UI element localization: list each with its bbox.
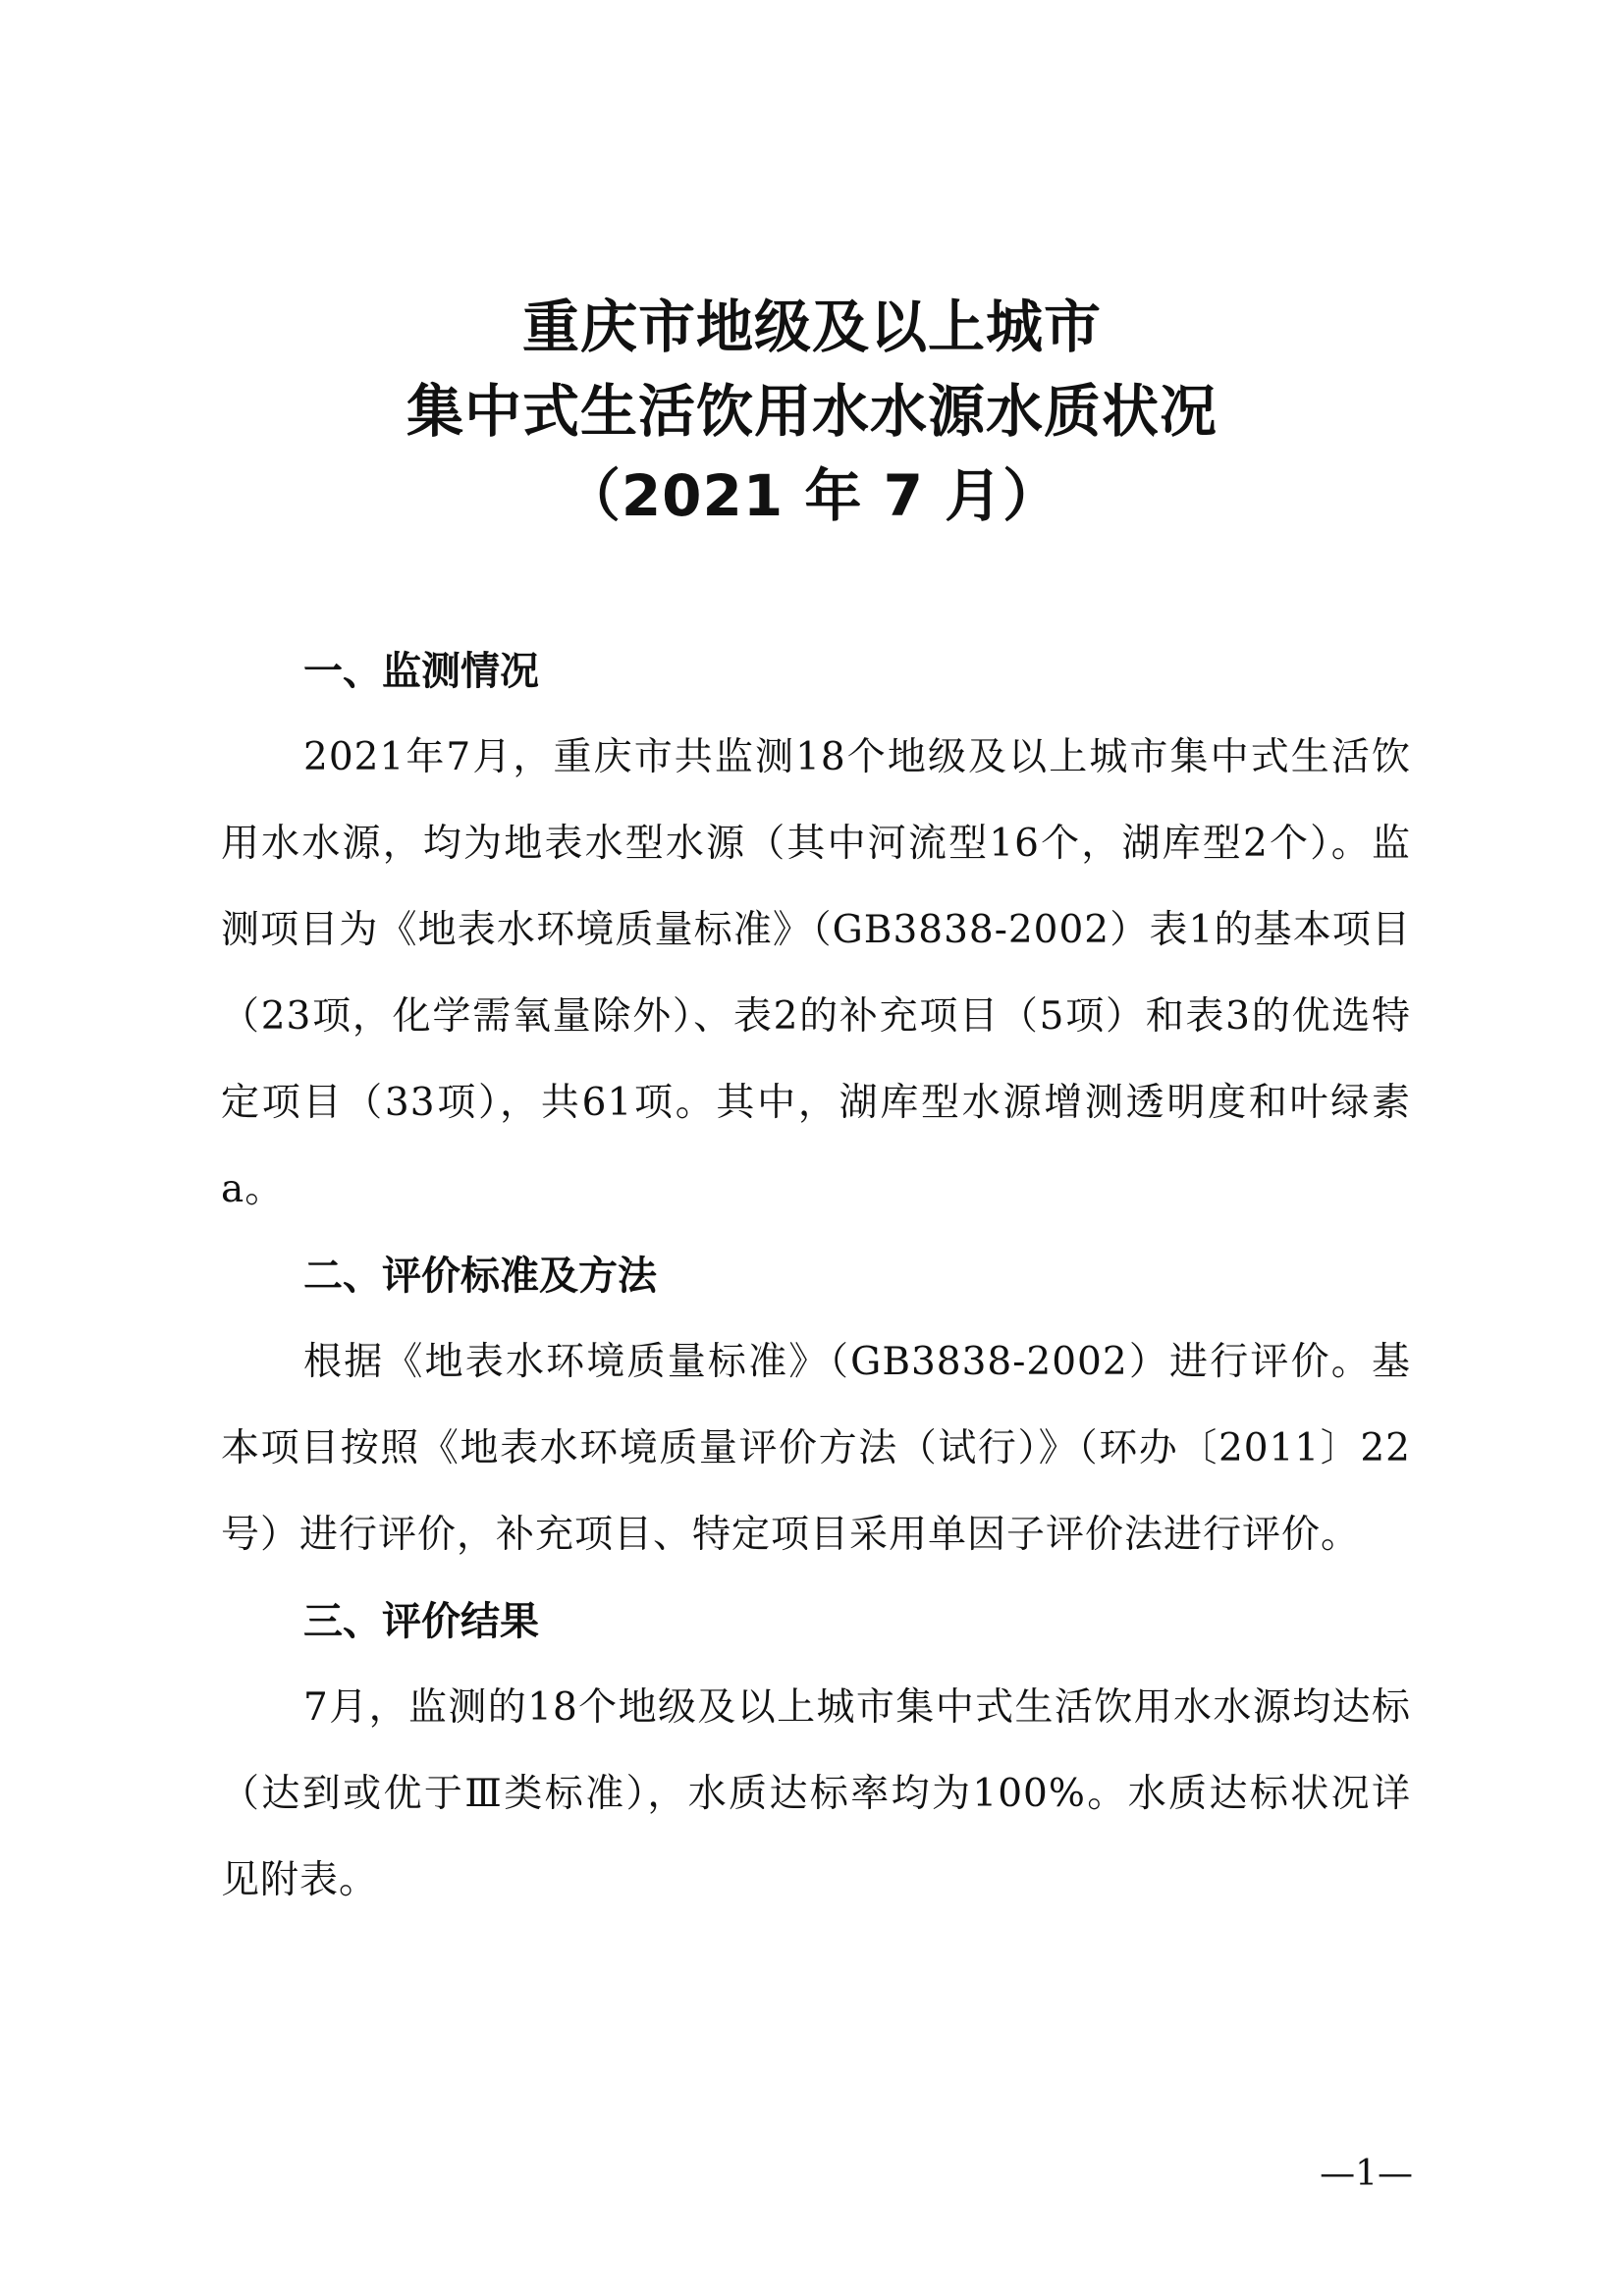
section-heading-monitoring: 一、监测情况	[303, 649, 539, 694]
title-line-1: 重庆市地级及以上城市	[521, 294, 1102, 360]
section-paragraph-standards: 根据《地表水环境质量标准》（GB3838-2002）进行评价。基本项目按照《地表水环境质量评价方法（试行）》（环办〔2011〕22号）进行评价，补充项目、特定项目采用单因子评价法进行评价。	[221, 1340, 1411, 1557]
page-number: —1—	[1320, 2154, 1413, 2194]
document-title	[0, 285, 1624, 538]
section-heading-results: 三、评价结果	[303, 1599, 539, 1644]
document-body	[221, 628, 1411, 1924]
title-line-3: （2021 年 7 月）	[563, 462, 1061, 529]
section-heading-standards: 二、评价标准及方法	[303, 1254, 657, 1299]
section-paragraph-results: 7月，监测的18个地级及以上城市集中式生活饮用水水源均达标（达到或优于Ⅲ类标准），水质达标率均为100%。水质达标状况详见附表。	[221, 1685, 1411, 1902]
section-paragraph-monitoring: 2021年7月，重庆市共监测18个地级及以上城市集中式生活饮用水水源，均为地表水型水源（其中河流型16个，湖库型2个）。监测项目为《地表水环境质量标准》（GB3838-2002）表1的基本项目（23项，化学需氧量除外）、表2的补充项目（5项）和表3的优选特定项目（33项），共61项。其中，湖库型水源增测透明度和叶绿素a。	[221, 735, 1411, 1211]
title-line-2: 集中式生活饮用水水源水质状况	[406, 378, 1218, 445]
